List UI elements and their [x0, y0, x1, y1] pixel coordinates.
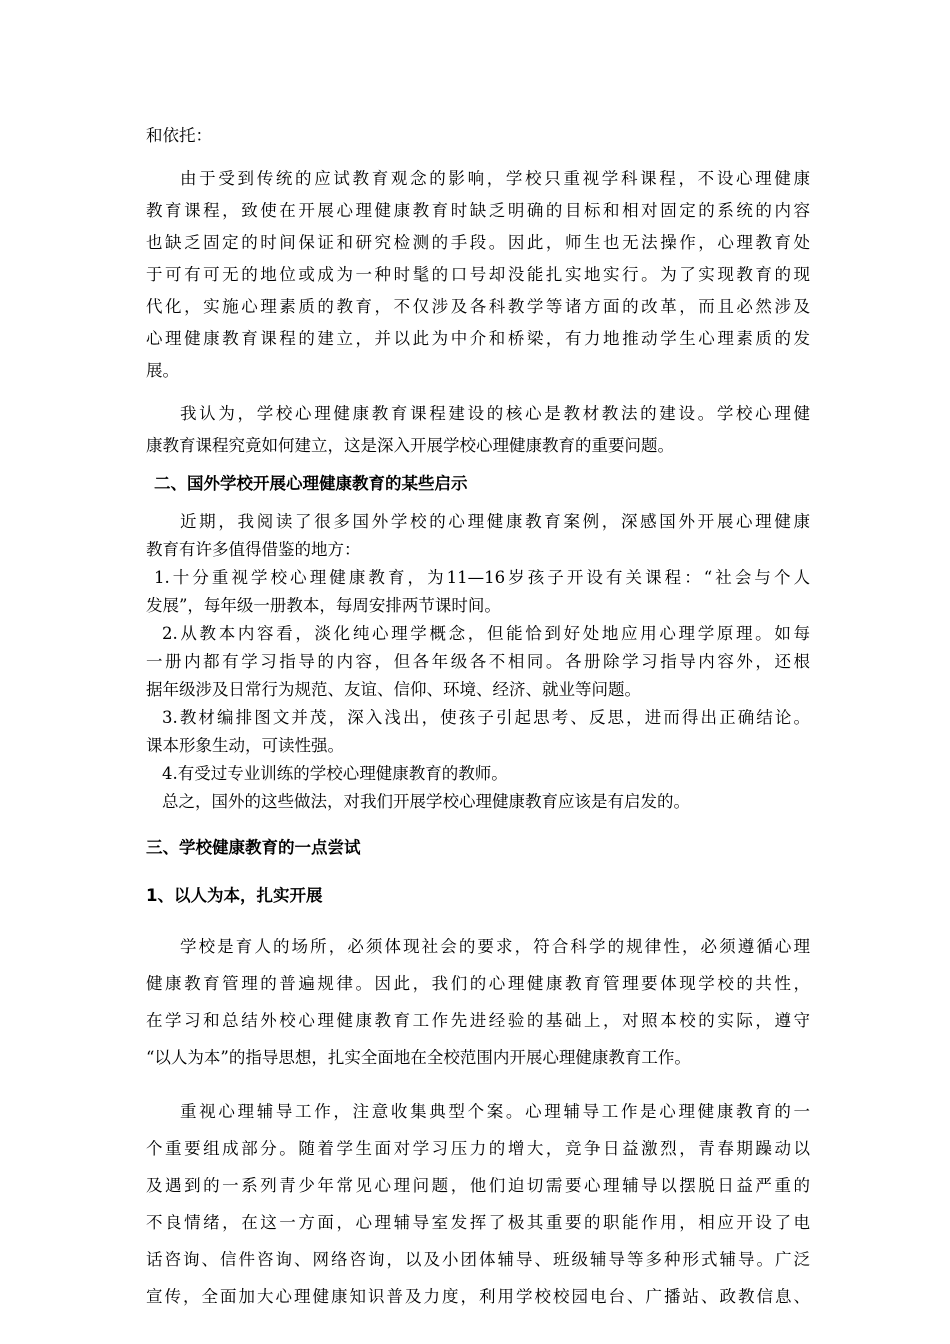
text-line: “以人为本”的指导思想，扎实全面地在全校范围内开展心理健康教育工作。 [146, 1048, 691, 1067]
text-line: 一册内都有学习指导的内容，但各年级各不相同。各册除学习指导内容外，还根 [146, 652, 810, 671]
text-line: 由于受到传统的应试教育观念的影响，学校只重视学科课程，不设心理健康 [180, 169, 810, 188]
text-line: 总之，国外的这些做法，对我们开展学校心理健康教育应该是有启发的。 [162, 792, 690, 811]
text-line: 展。 [146, 361, 179, 380]
text-line: 重视心理辅导工作，注意收集典型个案。心理辅导工作是心理健康教育的一 [180, 1102, 810, 1121]
text-line: 近期，我阅读了很多国外学校的心理健康教育案例，深感国外开展心理健康 [180, 512, 810, 531]
text-line: 据年级涉及日常行为规范、友谊、信仰、环境、经济、就业等问题。 [146, 680, 641, 699]
text-line: 1.十分重视学校心理健康教育，为11—16岁孩子开设有关课程：“社会与个人 [154, 568, 810, 587]
text-line: 2.从教本内容看，淡化纯心理学概念，但能恰到好处地应用心理学原理。如每 [162, 624, 810, 643]
section-heading: 三、学校健康教育的一点尝试 [146, 838, 361, 857]
text-line: 我认为，学校心理健康教育课程建设的核心是教材教法的建设。学校心理健 [180, 404, 810, 423]
section-heading: 二、国外学校开展心理健康教育的某些启示 [154, 474, 468, 493]
text-line: 4.有受过专业训练的学校心理健康教育的教师。 [162, 764, 508, 783]
text-line: 发展”，每年级一册教本，每周安排两节课时间。 [146, 596, 501, 615]
text-line: 在学习和总结外校心理健康教育工作先进经验的基础上，对照本校的实际，遵守 [146, 1011, 810, 1030]
text-line: 健康教育管理的普遍规律。因此，我们的心理健康教育管理要体现学校的共性， [146, 974, 810, 993]
text-line: 心理健康教育课程的建立，并以此为中介和桥梁，有力地推动学生心理素质的发 [146, 329, 810, 348]
section-heading: 1、以人为本，扎实开展 [146, 886, 323, 905]
text-line: 个重要组成部分。随着学生面对学习压力的增大，竞争日益激烈，青春期躁动以 [146, 1139, 810, 1158]
text-line: 学校是育人的场所，必须体现社会的要求，符合科学的规律性，必须遵循心理 [180, 937, 810, 956]
text-line: 3.教材编排图文并茂，深入浅出，使孩子引起思考、反思，进而得出正确结论。 [162, 708, 810, 727]
text-line: 教育有许多值得借鉴的地方： [146, 540, 361, 559]
text-line: 话咨询、信件咨询、网络咨询，以及小团体辅导、班级辅导等多种形式辅导。广泛 [146, 1250, 810, 1269]
document-page [146, 0, 810, 1344]
text-line: 也缺乏固定的时间保证和研究检测的手段。因此，师生也无法操作，心理教育处 [146, 233, 810, 252]
text-line: 宣传，全面加大心理健康知识普及力度，利用学校校园电台、广播站、政教信息、 [146, 1287, 810, 1306]
text-line: 于可有可无的地位或成为一种时髦的口号却没能扎实地实行。为了实现教育的现 [146, 265, 810, 284]
text-line: 课本形象生动，可读性强。 [146, 736, 344, 755]
text-line: 代化，实施心理素质的教育，不仅涉及各科教学等诸方面的改革，而且必然涉及 [146, 297, 810, 316]
text-line: 及遇到的一系列青少年常见心理问题，他们迫切需要心理辅导以摆脱日益严重的 [146, 1176, 810, 1195]
text-line: 不良情绪，在这一方面，心理辅导室发挥了极其重要的职能作用，相应开设了电 [146, 1213, 810, 1232]
text-line: 康教育课程究竟如何建立，这是深入开展学校心理健康教育的重要问题。 [146, 436, 674, 455]
text-line: 和依托： [146, 126, 212, 145]
text-line: 教育课程，致使在开展心理健康教育时缺乏明确的目标和相对固定的系统的内容 [146, 201, 810, 220]
